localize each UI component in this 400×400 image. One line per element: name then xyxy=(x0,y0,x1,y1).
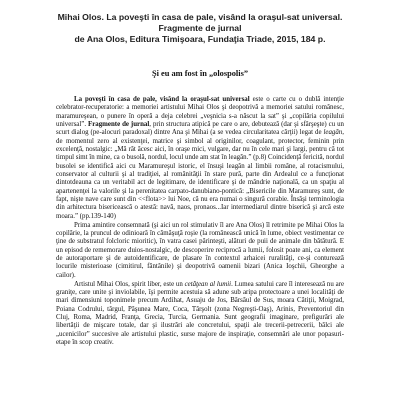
review-body xyxy=(56,96,344,348)
review-title: Şi eu am fost în „olospolis” xyxy=(151,69,249,78)
leagan-italic: leagăn xyxy=(323,129,343,137)
paragraph-2 xyxy=(56,222,344,280)
book-subtitle: Fragmente de jurnal xyxy=(158,23,242,33)
paragraph-3-text-a: Artistul Mihai Olos, spirit liber, este un xyxy=(74,280,185,288)
paragraph-2-text: Prima amintire consemnată (şi aici un rol stimulativ îl are Ana Olos) îl retrimite pe Mihai Olos la copilărie, la pruncul de odinioară în cămăşuţă roşie (la românească unică în lume, obiect vestimentar ce ţine de substratul folcloric mioritic), în vatra casei părinteşti, alături de puii de animale din bătătură. E un episod de rememorare duios-nostalgic, de descoperire reciprocă a lumii, folosit poate ani, ca element de autoraportare şi de autoidentificare, de plasare în contextul arhaicei ruralităţi, ce-şi conturează locurile misterioase (cimitirul, fântânile) şi deopotrivă oamenii bizari (Anica Ioşchii, Gheorghe a cailor). xyxy=(56,221,344,279)
journal-fragments-bold: Fragmente de jurnal xyxy=(87,121,150,129)
paragraph-1-text-c: , de momentul zero al existenţei, matrice şi simbol al originilor, coagulant, protector, feminin prin excelenţă, nostalgic: „Mă răt ăcesc aici, în oraşe mici, vulgare, dar nu în cele mari şi largi, pentru că tot timpul simt în mine, ca o busolă, nordul, locul unde am stat în leagăn.” (p.8) Coincidenţă fericită, nordul busolei se identifică aici cu Maramureşul istoric, el însuşi leagăn al limbii române, al rotacismului, conservator al culturii şi al tradiţiei, al românităţii în stare pură, parte din Ardealul ce a funcţionat dintotdeauna ca un veritabil act de legitimare, de identificare şi de mândrie naţională, ca un spaţiu al apartenenţei la valorile şi la perenitatea carpato-danubiano-pontică: „Bisericile din Maramureş sunt, de fapt, nişte nave care sunt din <<flota>> lui Noe, că nu era numai o singură corabie. Însăşi terminologia din arhitectura bisericească o atestă: navă, naos, pronaos...Iar intermediarul dintre biserică şi arcă este moara.” (pp.139-140) xyxy=(56,129,344,220)
book-title: Mihai Olos. La poveşti în casa de pale, visând la oraşul-sat universal. xyxy=(57,12,343,22)
paragraph-3 xyxy=(56,281,344,348)
paragraph-1-text-b: , prin structura atipică pe care o are, debutează (dar şi sfârşeşte) cu un scurt dialog (pe-alocuri paradoxal) dintre Ana şi Mihai (a se vedea circularitatea cărţii) legat de xyxy=(56,121,344,137)
paragraph-1-text-a: este o carte cu o dublă intenţie celebrator-recuperatorie: a memoriei artistului Mihai Olos şi deopotrivă a memoriei satului românesc, maramureşean, o punere în operă a deja celebrei „veşnicia s-a născut la sat” şi „copilăria copilului universal”. xyxy=(56,96,344,129)
book-header xyxy=(56,12,344,45)
book-publication-info: de Ana Olos, Editura Timişoara, Fundaţia Triade, 2015, 184 p. xyxy=(74,34,326,44)
citizen-of-world-italic: cetăţean al lumii xyxy=(184,280,232,288)
book-title-bold: La poveşti în casa de pale, visând la oraşul-sat universal xyxy=(74,96,250,103)
paragraph-1 xyxy=(56,96,344,221)
paragraph-3-text-b: . Lumea satului care îl interesează nu are graniţe, care unite şi inviolabile, îşi permite acestuia să adune sub aripa protectoare a unei localităţi de mari dimensiuni toponimele precum Ardihat, Asuaju de Jos, Bârsăul de Sus, moara Cătiţii, Moigrad, Poiana Codrului, târgul, Păşunea Mare, Coca, Târşolt (zona Negreşti-Oaş), Arinis, Preventoriul din Cluj, Roma, Madrid, Franţa, Grecia, Turcia, Germania. Sunt geografii imaginare, prefigurări ale libertăţii de mişcare totale, dar şi ilustrări ale concretului, spaţii ale trecerii-petrecerii, bâlci ale „ucenicilor” succesive ale artistului plastic, surse majore de inspiraţie, consemnări ale unor popasuri-etape în scop creativ. xyxy=(56,280,345,347)
